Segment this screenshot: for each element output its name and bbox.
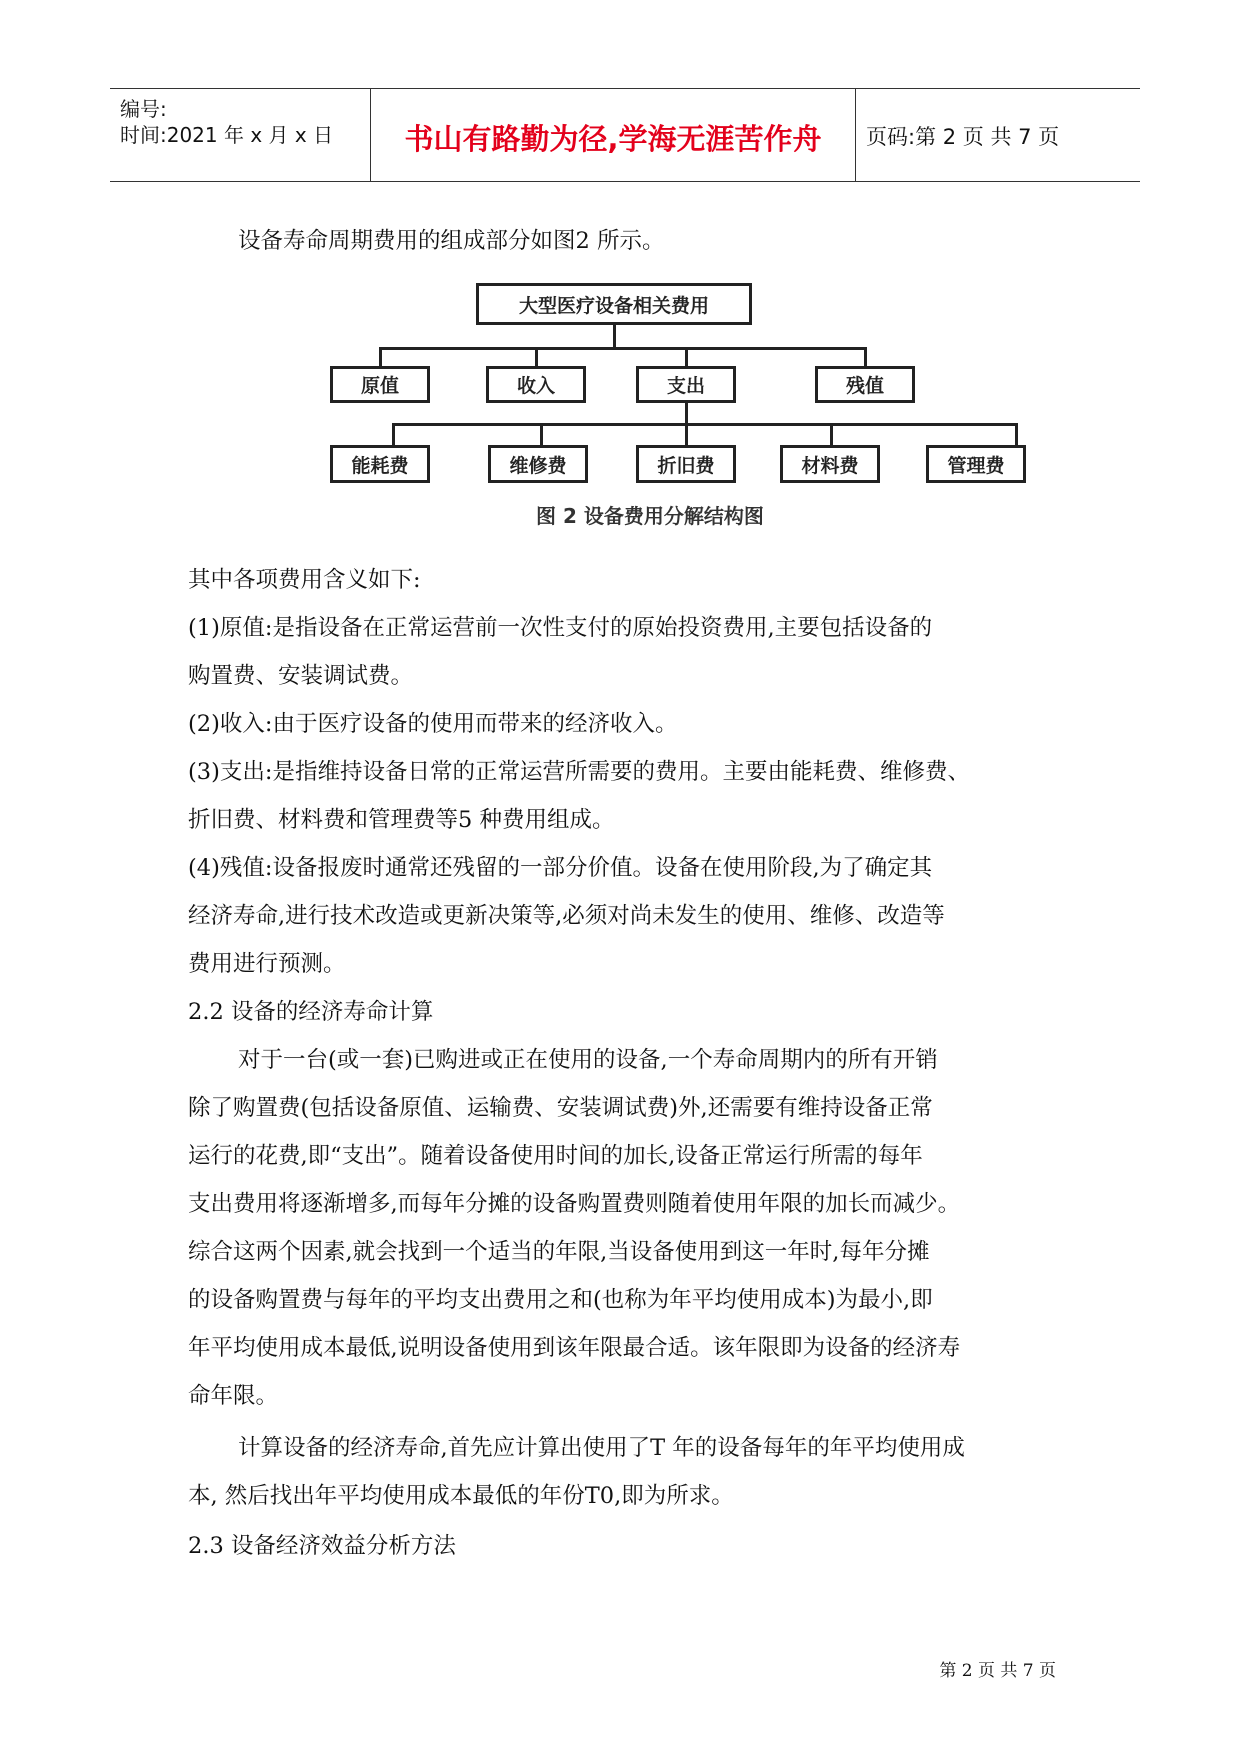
diagram-box-maintenance-cost: 维修费 [488,445,588,483]
body-line: 运行的花费,即“支出”。随着设备使用时间的加长,设备正常运行所需的每年 [188,1143,923,1169]
body-line: 综合这两个因素,就会找到一个适当的年限,当设备使用到这一年时,每年分摊 [188,1239,930,1265]
body-line: 经济寿命,进行技术改造或更新决策等,必须对尚未发生的使用、维修、改造等 [188,903,945,929]
header-info-cell [110,89,370,181]
body-line: (4)残值:设备报废时通常还残留的一部分价值。设备在使用阶段,为了确定其 [188,855,933,881]
body-line: 的设备购置费与每年的平均支出费用之和(也称为年平均使用成本)为最小,即 [188,1287,933,1313]
serial-number-label: 编号: [120,97,167,121]
time-label: 时间:2021 年 x 月 x 日 [120,123,334,147]
header-motto: 书山有路勤为径,学海无涯苦作舟 [404,122,822,156]
body-line: 本, 然后找出年平均使用成本最低的年份T0,即为所求。 [188,1483,734,1509]
body-line: 购置费、安装调试费。 [188,663,414,689]
body-line: 除了购置费(包括设备原值、运输费、安装调试费)外,还需要有维持设备正常 [188,1095,933,1121]
page-footer: 第 2 页 共 7 页 [939,1661,1056,1681]
diagram-box-energy-cost: 能耗费 [330,445,430,483]
diagram-box-management-cost: 管理费 [926,445,1026,483]
diagram-root-box: 大型医疗设备相关费用 [476,283,752,325]
page-header [110,88,1140,182]
body-line: 其中各项费用含义如下: [188,567,421,593]
cost-breakdown-diagram [330,275,1050,530]
body-line: 命年限。 [188,1383,279,1409]
body-line: 计算设备的经济寿命,首先应计算出使用了T 年的设备每年的年平均使用成 [238,1435,965,1461]
diagram-box-income: 收入 [486,366,586,403]
body-line: 对于一台(或一套)已购进或正在使用的设备,一个寿命周期内的所有开销 [238,1047,938,1073]
diagram-box-depreciation-cost: 折旧费 [636,445,736,483]
body-line: 支出费用将逐渐增多,而每年分摊的设备购置费则随着使用年限的加长而减少。 [188,1191,961,1217]
body-line: (1)原值:是指设备在正常运营前一次性支付的原始投资费用,主要包括设备的 [188,615,933,641]
figure-caption: 图 2 设备费用分解结构图 [536,504,764,528]
body-line: 折旧费、材料费和管理费等5 种费用组成。 [188,807,615,833]
diagram-connector [392,423,1015,426]
diagram-connector [685,403,688,425]
diagram-connector [613,325,616,349]
section-heading-2-3: 2.3 设备经济效益分析方法 [188,1533,456,1559]
body-line: 费用进行预测。 [188,951,346,977]
intro-paragraph: 设备寿命周期费用的组成部分如图2 所示。 [238,228,665,254]
diagram-box-expenditure: 支出 [636,366,736,403]
section-heading-2-2: 2.2 设备的经济寿命计算 [188,999,434,1025]
diagram-box-material-cost: 材料费 [780,445,880,483]
diagram-box-residual-value: 残值 [815,366,915,403]
body-line: 年平均使用成本最低,说明设备使用到该年限最合适。该年限即为设备的经济寿 [188,1335,961,1361]
header-page-number: 页码:第 2 页 共 7 页 [866,125,1060,149]
header-page-cell [854,89,1140,181]
body-line: (3)支出:是指维持设备日常的正常运营所需要的费用。主要由能耗费、维修费、 [188,759,970,785]
body-line: (2)收入:由于医疗设备的使用而带来的经济收入。 [188,711,678,737]
diagram-box-original-value: 原值 [330,366,430,403]
header-motto-cell [370,89,856,181]
diagram-connector [379,347,867,350]
